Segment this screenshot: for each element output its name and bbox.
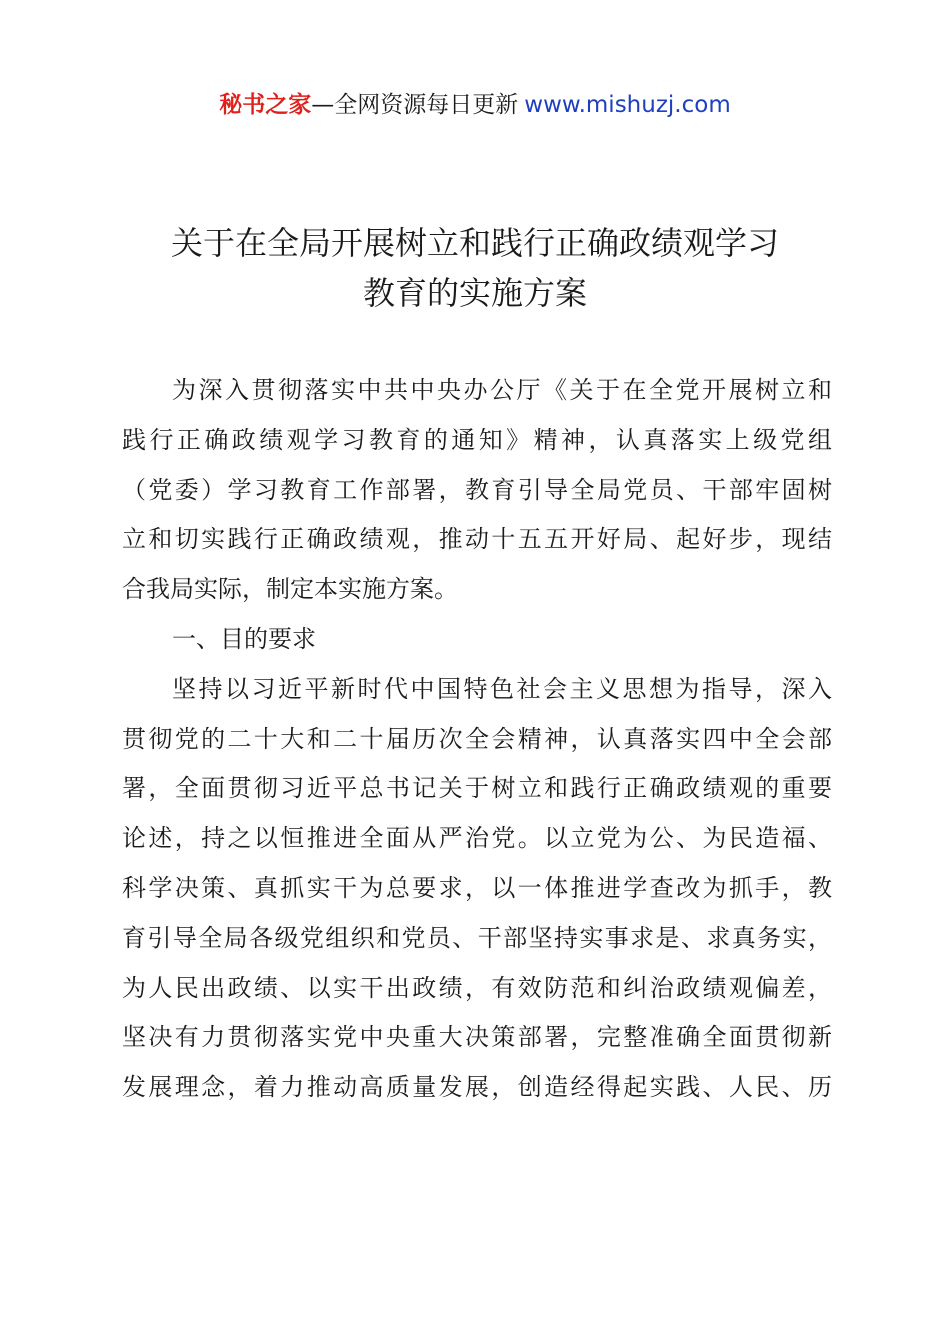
paragraph-line: 贯彻党的二十大和二十届历次全会精神，认真落实四中全会部 bbox=[122, 724, 832, 753]
paragraph-line: 科学决策、真抓实干为总要求，以一体推进学查改为抓手，教 bbox=[122, 873, 832, 902]
paragraph-line: 坚决有力贯彻落实党中央重大决策部署，完整准确全面贯彻新 bbox=[122, 1023, 832, 1052]
paragraph-line: 为深入贯彻落实中共中央办公厅《关于在全党开展树立和 bbox=[172, 376, 832, 404]
paragraph-line: 育引导全局各级党组织和党员、干部坚持实事求是、求真务实， bbox=[122, 923, 832, 952]
paragraph-line: 署，全面贯彻习近平总书记关于树立和践行正确政绩观的重要 bbox=[122, 774, 832, 803]
document-body bbox=[122, 366, 832, 1113]
site-url-link[interactable]: www.mishuzj.com bbox=[524, 92, 731, 118]
section-heading: 一、目的要求 bbox=[172, 624, 316, 653]
brand-name: 秘书之家 bbox=[219, 92, 312, 118]
paragraph-line: （党委）学习教育工作部署，教育引导全局党员、干部牢固树 bbox=[122, 475, 832, 504]
paragraph-line: 论述，持之以恒推进全面从严治党。以立党为公、为民造福、 bbox=[122, 824, 832, 853]
paragraph-line: 为人民出政绩、以实干出政绩，有效防范和纠治政绩观偏差， bbox=[122, 973, 832, 1002]
paragraph-line: 发展理念，着力推动高质量发展，创造经得起实践、人民、历 bbox=[122, 1073, 832, 1102]
paragraph-line: 合我局实际，制定本实施方案。 bbox=[122, 575, 458, 604]
header-slogan: —全网资源每日更新 bbox=[311, 92, 519, 118]
paragraph-line: 立和切实践行正确政绩观，推动十五五开好局、起好步，现结 bbox=[122, 525, 832, 554]
title-line-2: 教育的实施方案 bbox=[362, 274, 587, 312]
site-header bbox=[0, 88, 950, 122]
title-line-1: 关于在全局开展树立和践行正确政绩观学习 bbox=[170, 224, 779, 262]
paragraph-line: 践行正确政绩观学习教育的通知》精神，认真落实上级党组 bbox=[122, 425, 832, 454]
document-title bbox=[0, 218, 950, 318]
paragraph-line: 坚持以习近平新时代中国特色社会主义思想为指导，深入 bbox=[172, 674, 832, 703]
